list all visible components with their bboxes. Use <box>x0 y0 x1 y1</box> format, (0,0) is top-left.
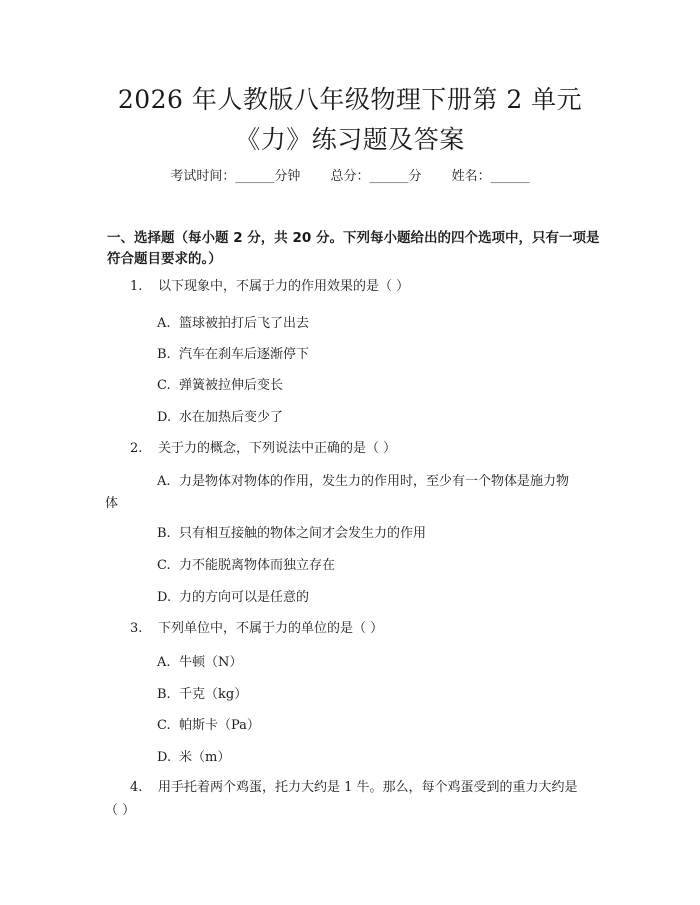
question-number: 1. <box>130 279 143 294</box>
question-number: 2. <box>130 441 143 456</box>
question-2 <box>130 438 396 460</box>
option-3d: D. 米（m） <box>157 750 231 765</box>
exam-score: 总分：______分 <box>330 169 422 184</box>
exam-time: 考试时间：______分钟 <box>170 169 301 184</box>
exam-info <box>0 168 700 186</box>
question-4-continuation: （ ） <box>105 803 136 818</box>
question-number: 4. <box>130 780 143 795</box>
option-2b: B. 只有相互接触的物体之间才会发生力的作用 <box>157 526 427 541</box>
student-name: 姓名：______ <box>451 169 530 184</box>
section-heading <box>107 228 607 270</box>
question-1 <box>130 276 409 298</box>
title-line-2: 《力》练习题及答案 <box>235 125 465 154</box>
option-1a: A. 篮球被拍打后飞了出去 <box>157 316 310 331</box>
option-1d: D. 水在加热后变少了 <box>157 410 284 425</box>
question-3 <box>130 618 383 640</box>
question-4 <box>130 777 578 799</box>
option-2d: D. 力的方向可以是任意的 <box>157 590 310 605</box>
option-3b: B. 千克（kg） <box>157 687 248 702</box>
question-text: 用手托着两个鸡蛋，托力大约是 1 牛。那么，每个鸡蛋受到的重力大约是 <box>158 780 578 795</box>
question-text: 关于力的概念，下列说法中正确的是（ ） <box>158 441 397 456</box>
option-3c: C. 帕斯卡（Pa） <box>157 718 260 733</box>
option-3a: A. 牛顿（N） <box>157 655 243 670</box>
option-1b: B. 汽车在刹车后逐渐停下 <box>157 347 310 362</box>
section-heading-line-2: 符合题目要求的。） <box>107 251 222 267</box>
question-text: 以下现象中，不属于力的作用效果的是（ ） <box>158 279 410 294</box>
option-2a: A. 力是物体对物体的作用，发生力的作用时，至少有一个物体是施力物 <box>157 474 570 489</box>
title-line-1: 2026 年人教版八年级物理下册第 2 单元 <box>117 85 583 114</box>
option-2c: C. 力不能脱离物体而独立存在 <box>157 558 336 573</box>
section-heading-line-1: 一、选择题（每小题 2 分，共 20 分。下列每小题给出的四个选项中，只有一项是 <box>107 230 600 246</box>
option-1c: C. 弹簧被拉伸后变长 <box>157 378 284 393</box>
option-2a-continuation: 体 <box>105 496 119 511</box>
question-number: 3. <box>130 621 143 636</box>
question-text: 下列单位中，不属于力的单位的是（ ） <box>158 621 384 636</box>
